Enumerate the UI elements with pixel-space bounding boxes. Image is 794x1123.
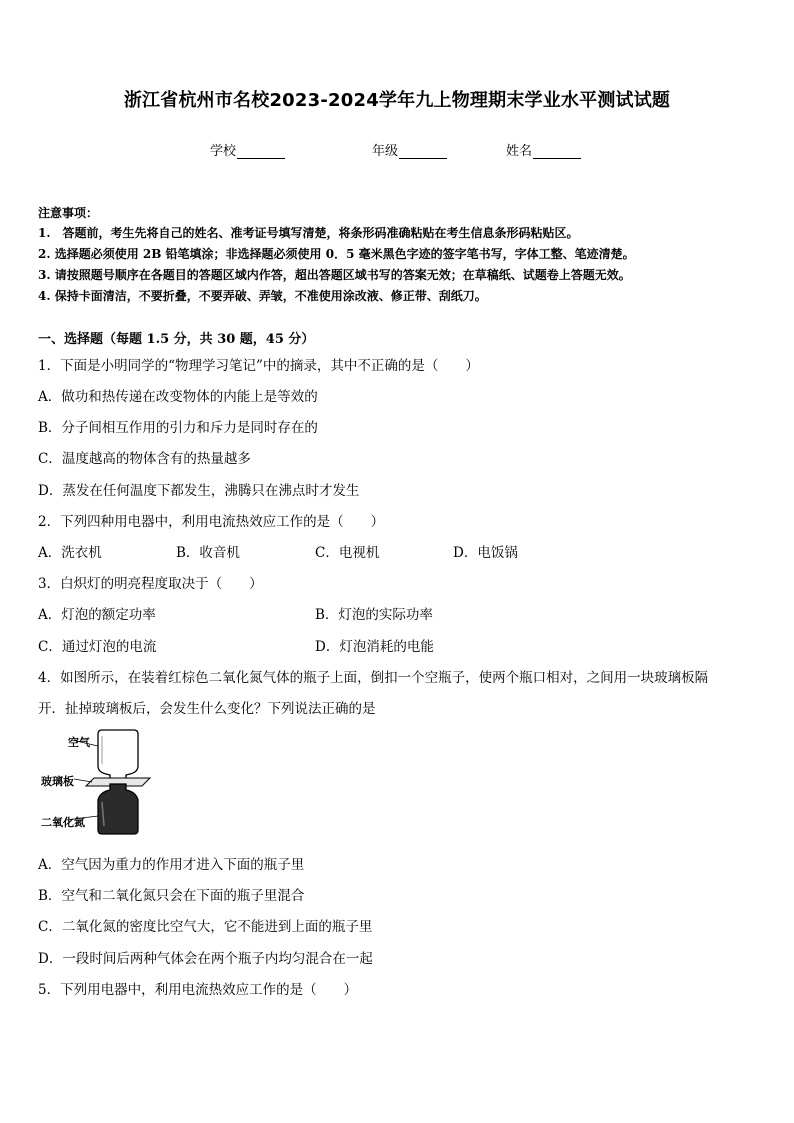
grade-blank [399, 144, 447, 159]
question-3-option-d: D．灯泡消耗的电能 [315, 639, 434, 655]
notice-item: 4. 保持卡面清洁，不要折叠，不要弄破、弄皱，不准使用涂改液、修正带、刮纸刀。 [38, 289, 487, 303]
question-1-option-c: C．温度越高的物体含有的热量越多 [38, 451, 251, 467]
question-2-stem: 2．下列四种用电器中，利用电流热效应工作的是（ ） [38, 514, 385, 530]
question-4-option-a: A．空气因为重力的作用才进入下面的瓶子里 [38, 857, 305, 873]
question-2-option-c: C．电视机 [315, 545, 380, 561]
exam-title: 浙江省杭州市名校2023-2024学年九上物理期末学业水平测试试题 [123, 90, 671, 111]
figure-label-air: 空气 [68, 736, 90, 749]
question-5-stem: 5．下列用电器中，利用电流热效应工作的是（ ） [38, 982, 358, 998]
question-1-option-a: A．做功和热传递在改变物体的内能上是等效的 [38, 389, 318, 405]
grade-label: 年级 [372, 144, 399, 159]
question-2-option-b: B．收音机 [176, 545, 240, 561]
notice-heading: 注意事项： [38, 206, 99, 220]
name-field [506, 140, 581, 159]
question-3-option-b: B．灯泡的实际功率 [315, 607, 433, 623]
grade-field [372, 140, 447, 159]
question-3-option-a: A．灯泡的额定功率 [38, 607, 156, 623]
section-title: 一、选择题（每题 1.5 分，共 30 题，45 分） [38, 332, 315, 347]
question-4-option-c: C．二氧化氮的密度比空气大，它不能进到上面的瓶子里 [38, 919, 373, 935]
notice-item: 3. 请按照题号顺序在各题目的答题区域内作答，超出答题区域书写的答案无效；在草稿纸、试题卷上答题无效。 [38, 268, 631, 282]
question-1-stem: 1．下面是小明同学的“物理学习笔记”中的摘录，其中不正确的是（ ） [38, 358, 479, 374]
notice-item: 2. 选择题必须使用 2B 铅笔填涂；非选择题必须使用 0．5 毫米黑色字迹的签字笔书写，字体工整、笔迹清楚。 [38, 247, 635, 261]
figure-label-glass-plate: 玻璃板 [41, 775, 74, 788]
notice-item: 1. 答题前，考生先将自己的姓名、准考证号填写清楚，将条形码准确粘贴在考生信息条形码粘贴区。 [38, 226, 579, 240]
question-4-option-d: D．一段时间后两种气体会在两个瓶子内均匀混合在一起 [38, 951, 373, 967]
school-field [210, 140, 285, 159]
question-4-option-b: B．空气和二氧化氮只会在下面的瓶子里混合 [38, 888, 305, 904]
question-2-option-d: D．电饭锅 [453, 545, 518, 561]
question-1-option-b: B．分子间相互作用的引力和斥力是同时存在的 [38, 420, 318, 436]
question-2-option-a: A．洗衣机 [38, 545, 102, 561]
question-3-stem: 3．白炽灯的明亮程度取决于（ ） [38, 576, 263, 592]
school-blank [237, 144, 285, 159]
question-3-option-c: C．通过灯泡的电流 [38, 639, 157, 655]
school-label: 学校 [210, 144, 237, 159]
question-4-stem-line1: 4．如图所示，在装着红棕色二氧化氮气体的瓶子上面，倒扣一个空瓶子，使两个瓶口相对，之间用一块玻璃板隔 [38, 670, 709, 686]
question-4-stem-line2: 开．扯掉玻璃板后，会发生什么变化？下列说法正确的是 [38, 701, 376, 717]
question-1-option-d: D．蒸发在任何温度下都发生，沸腾只在沸点时才发生 [38, 483, 360, 499]
gas-diffusion-figure [36, 726, 166, 838]
name-blank [533, 144, 581, 159]
figure-label-no2: 二氧化氮 [41, 816, 85, 829]
name-label: 姓名 [506, 144, 533, 159]
